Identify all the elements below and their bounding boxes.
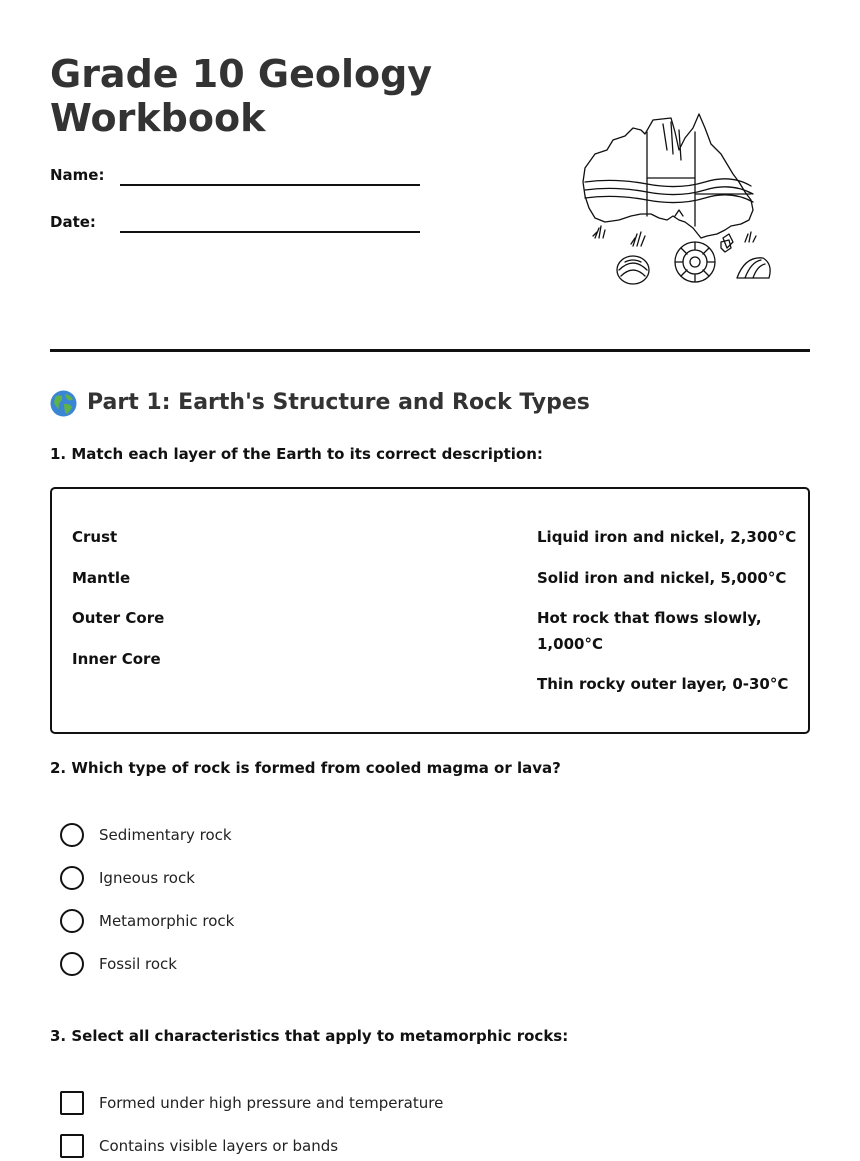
q2-option-fossil[interactable]	[60, 951, 177, 977]
description-hot-rock-line2[interactable]: 1,000°C	[537, 635, 603, 653]
page-title	[50, 52, 450, 140]
question-3-text: 3. Select all characteristics that apply to metamorphic rocks:	[50, 1027, 569, 1045]
description-hot-rock-line1[interactable]: Hot rock that flows slowly,	[537, 609, 762, 627]
q2-option-label: Igneous rock	[99, 869, 195, 887]
q2-option-metamorphic[interactable]	[60, 908, 234, 934]
q3-option-visible-layers[interactable]	[60, 1133, 338, 1159]
part1-title-text: Part 1: Earth's Structure and Rock Types	[87, 390, 590, 415]
date-input-line[interactable]	[120, 231, 420, 233]
layer-outer-core[interactable]: Outer Core	[72, 609, 165, 627]
layer-inner-core[interactable]: Inner Core	[72, 650, 161, 668]
date-label: Date:	[50, 213, 96, 231]
matching-box	[50, 487, 810, 734]
q2-option-label: Fossil rock	[99, 955, 177, 973]
name-field	[50, 166, 430, 196]
radio-button[interactable]	[60, 823, 84, 847]
layer-mantle[interactable]: Mantle	[72, 569, 131, 587]
layer-crust[interactable]: Crust	[72, 528, 118, 546]
section-divider	[50, 349, 810, 352]
name-input-line[interactable]	[120, 184, 420, 186]
q3-option-label: Contains visible layers or bands	[99, 1137, 339, 1155]
title-line-2: Workbook	[50, 96, 266, 140]
description-thin-rocky[interactable]: Thin rocky outer layer, 0-30°C	[537, 675, 789, 693]
q3-option-high-pressure[interactable]	[60, 1090, 443, 1116]
radio-button[interactable]	[60, 909, 84, 933]
part1-title	[50, 388, 590, 418]
globe-icon	[50, 390, 77, 417]
date-field	[50, 213, 430, 243]
australia-map-with-rocks-icon	[575, 110, 780, 290]
description-liquid-iron[interactable]: Liquid iron and nickel, 2,300°C	[537, 528, 797, 546]
checkbox[interactable]	[60, 1091, 84, 1115]
radio-button[interactable]	[60, 866, 84, 890]
q2-option-label: Metamorphic rock	[99, 912, 235, 930]
question-1-text: 1. Match each layer of the Earth to its correct description:	[50, 445, 543, 463]
q2-option-label: Sedimentary rock	[99, 826, 232, 844]
question-2-text: 2. Which type of rock is formed from cooled magma or lava?	[50, 759, 561, 777]
radio-button[interactable]	[60, 952, 84, 976]
q2-option-sedimentary[interactable]	[60, 822, 232, 848]
title-line-1: Grade 10 Geology	[50, 52, 433, 96]
q2-option-igneous[interactable]	[60, 865, 195, 891]
checkbox[interactable]	[60, 1134, 84, 1158]
name-label: Name:	[50, 166, 105, 184]
q3-option-label: Formed under high pressure and temperature	[99, 1094, 444, 1112]
description-solid-iron[interactable]: Solid iron and nickel, 5,000°C	[537, 569, 787, 587]
